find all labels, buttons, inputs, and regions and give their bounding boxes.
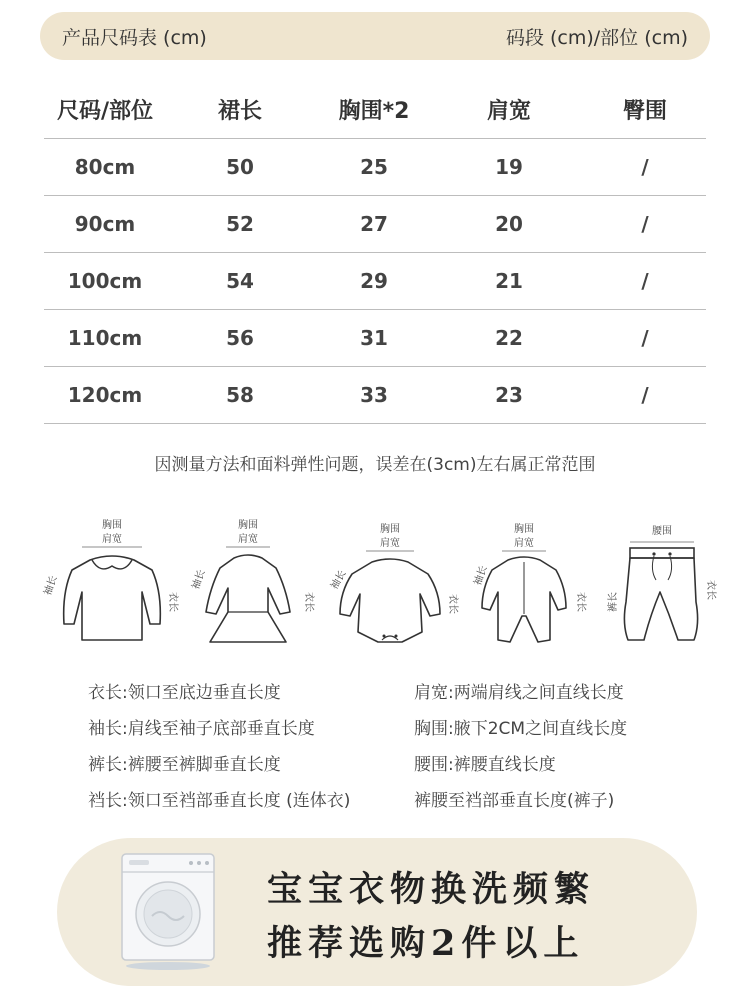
measurement-note: 因测量方法和面料弹性问题，误差在(3cm)左右属正常范围 — [154, 455, 596, 475]
table-cell: 27 — [314, 196, 434, 253]
definition-item: 袖长:肩线至袖子底部垂直长度 — [88, 719, 315, 739]
size-chart-units: 码段 (cm)/部位 (cm) — [505, 26, 688, 49]
dress-illustration — [189, 518, 316, 642]
definition-item: 胸围:腋下2CM之间直线长度 — [414, 719, 628, 739]
bodysuit-label-length: 衣长 — [447, 594, 458, 614]
table-cell: / — [584, 196, 706, 253]
romper-label-sleeve: 袖长 — [472, 564, 490, 588]
definition-row — [88, 786, 708, 822]
column-header-chest: 胸围*2 — [314, 80, 434, 139]
definition-item: 腰围:裤腰直线长度 — [414, 755, 556, 775]
definition-row — [88, 714, 708, 750]
size-table — [44, 80, 706, 424]
romper-label-shoulder: 肩宽 — [514, 538, 534, 549]
table-cell: 90cm — [44, 196, 166, 253]
column-header-hip: 臀围 — [584, 80, 706, 139]
shirt-label-chest: 胸围 — [102, 520, 122, 531]
table-cell: 56 — [166, 310, 314, 367]
table-cell: 23 — [434, 367, 584, 424]
table-cell: / — [584, 367, 706, 424]
shirt-label-sleeve: 袖长 — [42, 574, 60, 598]
table-cell: 120cm — [44, 367, 166, 424]
table-row — [44, 196, 706, 253]
definition-item: 裆长:领口至裆部垂直长度 (连体衣) — [88, 791, 351, 811]
definition-item: 肩宽:两端肩线之间直线长度 — [414, 683, 624, 703]
dress-label-chest: 胸围 — [238, 520, 258, 531]
table-cell: / — [584, 310, 706, 367]
romper-illustration — [471, 522, 588, 642]
definition-item: 衣长:领口至底边垂直长度 — [88, 683, 281, 703]
dress-label-sleeve: 袖长 — [190, 568, 208, 592]
table-row — [44, 367, 706, 424]
pants-label-side: 衣长 — [705, 580, 716, 600]
column-header-shoulder: 肩宽 — [434, 80, 584, 139]
table-row — [44, 310, 706, 367]
pants-illustration — [606, 525, 718, 640]
size-chart-header — [40, 12, 710, 60]
washing-machine-icon — [119, 852, 217, 972]
table-cell: / — [584, 139, 706, 196]
dress-label-shoulder: 肩宽 — [238, 534, 258, 545]
bodysuit-label-chest: 胸围 — [380, 524, 400, 535]
table-row — [44, 139, 706, 196]
size-chart-title: 产品尺码表 (cm) — [62, 26, 207, 49]
table-cell: 110cm — [44, 310, 166, 367]
table-row — [44, 253, 706, 310]
column-header-size: 尺码/部位 — [44, 80, 166, 139]
table-cell: 25 — [314, 139, 434, 196]
bodysuit-label-sleeve: 袖长 — [329, 568, 349, 592]
definition-item: 裤腰至裆部垂直长度(裤子) — [414, 791, 615, 811]
table-cell: 31 — [314, 310, 434, 367]
garment-illustrations — [30, 512, 730, 662]
romper-label-length: 衣长 — [575, 592, 586, 612]
shirt-illustration — [41, 518, 180, 640]
table-cell: 100cm — [44, 253, 166, 310]
definition-row — [88, 750, 708, 786]
promo-banner — [57, 838, 697, 986]
bodysuit-label-shoulder: 肩宽 — [380, 538, 400, 549]
measurement-definitions — [88, 678, 708, 822]
table-cell: 22 — [434, 310, 584, 367]
promo-headline: 宝宝衣物换洗频繁 — [267, 869, 596, 910]
table-cell: 19 — [434, 139, 584, 196]
shirt-label-shoulder: 肩宽 — [102, 534, 122, 545]
table-cell: 20 — [434, 196, 584, 253]
table-header-row — [44, 80, 706, 139]
table-cell: 54 — [166, 253, 314, 310]
table-cell: / — [584, 253, 706, 310]
table-cell: 33 — [314, 367, 434, 424]
pants-label-length: 裤长 — [608, 592, 619, 612]
table-cell: 29 — [314, 253, 434, 310]
column-header-length: 裙长 — [166, 80, 314, 139]
table-cell: 52 — [166, 196, 314, 253]
table-cell: 80cm — [44, 139, 166, 196]
shirt-label-length: 衣长 — [167, 592, 178, 612]
romper-label-chest: 胸围 — [514, 524, 534, 535]
table-cell: 58 — [166, 367, 314, 424]
table-cell: 21 — [434, 253, 584, 310]
definition-item: 裤长:裤腰至裤脚垂直长度 — [88, 755, 281, 775]
promo-subline: 推荐选购2件以上 — [267, 923, 585, 964]
bodysuit-illustration — [327, 522, 460, 642]
definition-row — [88, 678, 708, 714]
table-cell: 50 — [166, 139, 314, 196]
pants-label-waist: 腰围 — [652, 526, 672, 537]
dress-label-length: 衣长 — [303, 592, 314, 612]
